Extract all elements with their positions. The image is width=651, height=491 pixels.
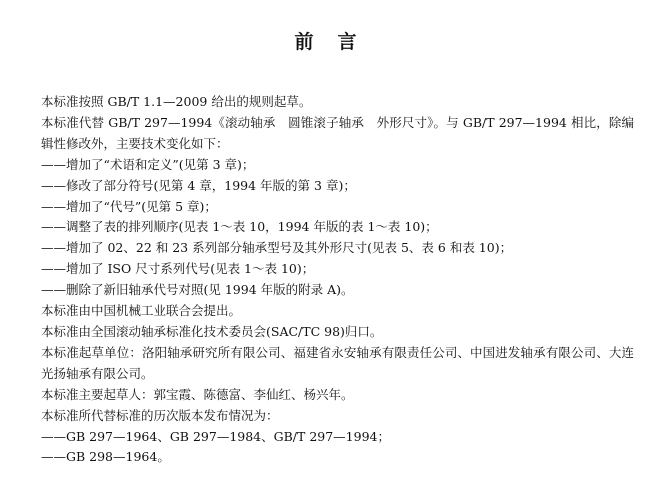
paragraph-drafting-rules: 本标准按照 GB/T 1.1—2009 给出的规则起草。 [41, 94, 312, 109]
document-body [16, 92, 634, 468]
paragraph-replacement: 本标准代替 GB/T 297—1994《滚动轴承 圆锥滚子轴承 外形尺寸》。与 GB/T 297—1994 相比，除编辑性修改外，主要技术变化如下： [41, 114, 634, 151]
list-item: ——修改了部分符号(见第 4 章，1994 年版的第 3 章)； [41, 177, 356, 193]
page-title: 前言 [294, 31, 381, 53]
list-item: ——增加了 ISO 尺寸系列代号(见表 1～表 10)； [41, 261, 315, 277]
list-item: ——调整了表的排列顺序(见表 1～表 10，1994 年版的表 1～表 10)； [41, 219, 438, 235]
paragraph-proposer: 本标准由中国机械工业联合会提出。 [41, 303, 242, 319]
list-item: ——增加了“代号”(见第 5 章)； [41, 198, 217, 214]
list-item: ——GB 298—1964。 [41, 449, 170, 465]
list-item: ——增加了 02、22 和 23 系列部分轴承型号及其外形尺寸(见表 5、表 6 和表 10)； [41, 240, 513, 256]
list-item: ——删除了新旧轴承代号对照(见 1994 年版的附录 A)。 [41, 282, 354, 298]
paragraph-drafting-units: 本标准起草单位：洛阳轴承研究所有限公司、福建省永安轴承有限责任公司、中国进发轴承有限公司、大连光扬轴承有限公司。 [41, 344, 634, 381]
paragraph-drafters: 本标准主要起草人：郭宝霞、陈德富、李仙红、杨兴年。 [41, 386, 354, 402]
paragraph-committee: 本标准由全国滚动轴承标准化技术委员会(SAC/TC 98)归口。 [41, 323, 383, 339]
paragraph-history: 本标准所代替标准的历次版本发布情况为： [41, 407, 279, 423]
list-item: ——GB 297—1964、GB 297—1984、GB/T 297—1994； [41, 428, 390, 444]
list-item: ——增加了“术语和定义”(见第 3 章)； [41, 156, 255, 172]
